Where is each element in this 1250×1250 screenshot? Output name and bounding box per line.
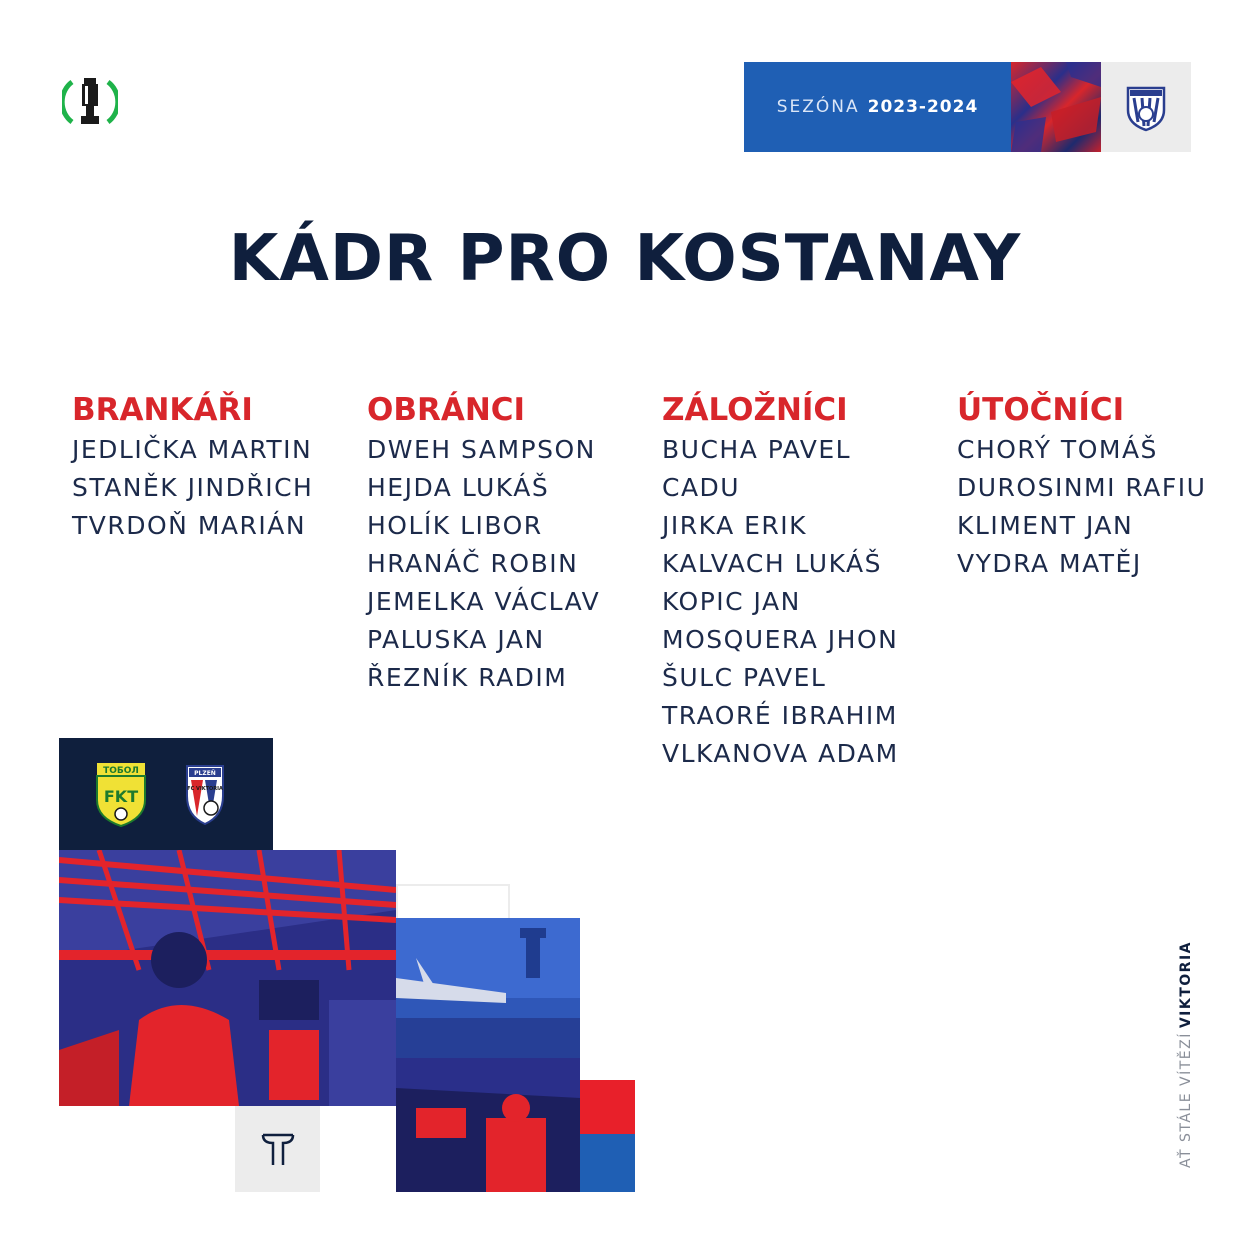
defenders-column	[367, 390, 657, 697]
player-name: KLIMENT JAN	[957, 511, 1134, 540]
player-name: MOSQUERA JHON	[662, 625, 899, 654]
player-name: HRANÁČ ROBIN	[367, 549, 579, 578]
player-name: JEDLIČKA MARTIN	[72, 435, 313, 464]
player-name: VLKANOVA ADAM	[662, 739, 899, 768]
club-slogan	[1178, 941, 1194, 1168]
airport-photo	[396, 918, 580, 1192]
tobol-crest-icon	[97, 763, 145, 826]
player-name: TRAORÉ IBRAHIM	[662, 701, 898, 730]
accent-block-blue	[580, 1134, 635, 1192]
sponsor-logo-box	[235, 1106, 320, 1192]
midfielders-column	[662, 390, 952, 773]
player-name: KALVACH LUKÁŠ	[662, 549, 883, 578]
viktoria-name-label: FC VIKTORIA	[187, 786, 223, 792]
player-name: DWEH SAMPSON	[367, 435, 596, 464]
page-title: KÁDR PRO KOSTANAY	[228, 222, 1022, 296]
match-crests-box	[59, 738, 273, 850]
player-name: ŘEZNÍK RADIM	[367, 663, 568, 692]
accent-block-red	[580, 1080, 635, 1134]
viktoria-crest-box	[1101, 62, 1191, 152]
player-name: VYDRA MATĚJ	[957, 549, 1142, 578]
player-name: CHORÝ TOMÁŠ	[957, 435, 1158, 464]
conference-league-trophy-icon	[62, 72, 118, 132]
tobol-label: ТОБОЛ	[103, 766, 139, 776]
viktoria-crest-icon	[187, 766, 223, 824]
midfielders-heading: ZÁLOŽNÍCI	[662, 392, 848, 428]
player-name: STANĚK JINDŘICH	[72, 473, 314, 502]
team-travel-photo	[59, 850, 396, 1106]
season-text	[777, 97, 979, 117]
goalkeepers-heading: BRANKÁŘI	[72, 392, 253, 428]
slogan-text: AŤ STÁLE VÍTĚZÍ	[1178, 1032, 1194, 1168]
tobol-letters: FKT	[103, 787, 139, 806]
player-name: PALUSKA JAN	[367, 625, 545, 654]
slogan-bold: VIKTORIA	[1178, 940, 1194, 1029]
tipsport-t-icon	[261, 1131, 295, 1167]
decorative-outline	[396, 884, 510, 918]
player-name: BUCHA PAVEL	[662, 435, 852, 464]
player-name: JIRKA ERIK	[662, 511, 808, 540]
player-name: DUROSINMI RAFIU	[957, 473, 1207, 502]
player-name: HEJDA LUKÁŠ	[367, 473, 550, 502]
forwards-heading: ÚTOČNÍCI	[957, 392, 1125, 428]
fans-photo	[1011, 62, 1101, 152]
player-name: ŠULC PAVEL	[662, 663, 827, 692]
season-years: 2023-2024	[867, 97, 979, 117]
viktoria-crest-icon	[1124, 82, 1168, 132]
season-banner	[744, 62, 1191, 152]
defenders-heading: OBRÁNCI	[367, 392, 526, 428]
season-label: SEZÓNA	[776, 97, 860, 117]
goalkeepers-column	[72, 390, 362, 545]
player-name: KOPIC JAN	[662, 587, 801, 616]
player-name: CADU	[662, 473, 741, 502]
viktoria-city-label: PLZEŇ	[194, 770, 216, 777]
player-name: JEMELKA VÁCLAV	[367, 587, 601, 616]
player-name: TVRDOŇ MARIÁN	[72, 511, 307, 540]
forwards-column	[957, 390, 1247, 583]
player-name: HOLÍK LIBOR	[367, 511, 543, 540]
season-label-box	[744, 62, 1011, 152]
